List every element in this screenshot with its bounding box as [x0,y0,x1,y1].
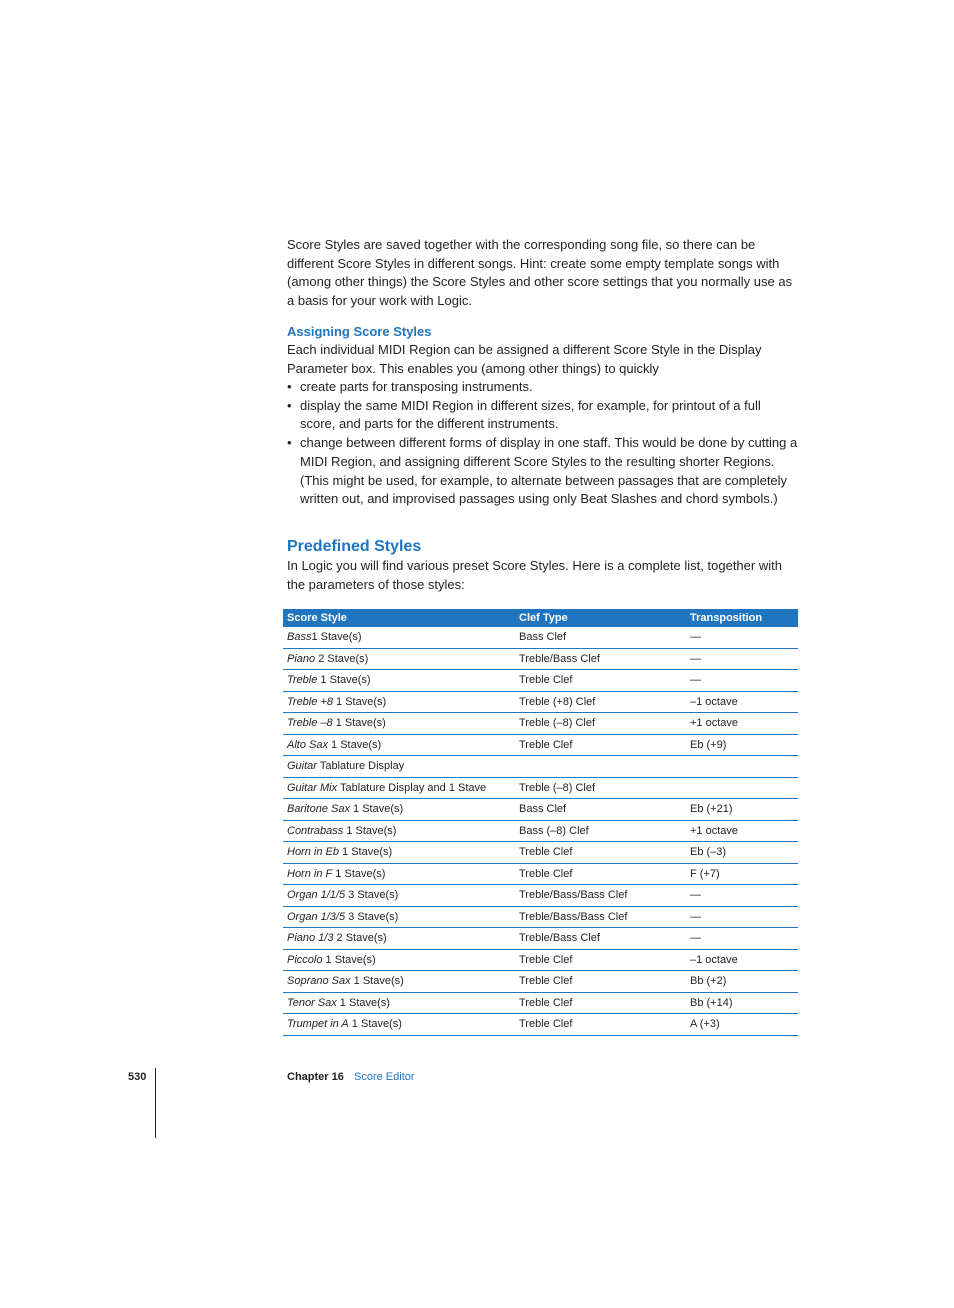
footer-divider [155,1068,156,1138]
table-row [283,885,798,907]
stave-description: 1 Stave(s) [350,975,404,988]
table-row [283,627,798,648]
table-row [283,1014,798,1036]
table-row [283,670,798,692]
assigning-paragraph: Each individual MIDI Region can be assigned a different Score Style in the Display Parameter box. This enables you (among other things) to quickly [287,342,762,376]
table-row [283,756,798,778]
cell-score-style [283,885,515,907]
cell-score-style [283,1014,515,1036]
style-name: Guitar Mix [287,781,338,794]
style-name: Guitar [287,760,317,773]
stave-description: 3 Stave(s) [345,910,399,923]
cell-clef-type: Treble Clef [515,992,686,1014]
chapter-label: Chapter 16 [287,1071,344,1083]
cell-score-style [283,648,515,670]
cell-transposition: — [686,670,798,692]
stave-description: 1 Stave(s) [343,824,397,837]
stave-description: 1 Stave(s) [327,738,382,751]
style-name: Horn in F [287,867,333,880]
cell-transposition: +1 octave [686,820,798,842]
cell-score-style [283,928,515,950]
cell-transposition: Eb (+21) [686,799,798,821]
style-name: Soprano Sax [287,975,351,988]
cell-score-style [283,906,515,928]
cell-clef-type: Treble/Bass/Bass Clef [515,885,686,907]
stave-description: 1 Stave(s) [348,1018,402,1031]
stave-description: Tablature Display [316,760,405,773]
style-name: Horn in Eb [287,846,339,859]
predefined-styles-heading: Predefined Styles [287,538,422,555]
cell-clef-type: Treble (–8) Clef [515,713,686,735]
cell-clef-type: Treble Clef [515,1014,686,1036]
cell-score-style [283,713,515,735]
predefined-paragraph: In Logic you will find various preset Score Styles. Here is a complete list, together with the parameters of those styles: [287,558,782,592]
table-row [283,734,798,756]
stave-description: 1 Stave(s) [322,953,376,966]
cell-score-style [283,971,515,993]
bullet-item: • create parts for transposing instruments. [287,378,799,397]
cell-score-style [283,842,515,864]
cell-clef-type: Treble (+8) Clef [515,691,686,713]
cell-transposition: — [686,906,798,928]
table-row [283,906,798,928]
cell-transposition: — [686,928,798,950]
style-name: Treble [287,674,318,687]
style-name: Piano [287,652,316,665]
cell-clef-type: Treble Clef [515,863,686,885]
stave-description: 1 Stave(s) [349,803,404,816]
cell-clef-type: Treble Clef [515,971,686,993]
header-transposition: Transposition [686,609,798,627]
cell-transposition: Eb (+9) [686,734,798,756]
cell-clef-type: Bass (–8) Clef [515,820,686,842]
cell-transposition: Eb (–3) [686,842,798,864]
stave-description: 1 Stave(s) [338,846,393,859]
table-row [283,949,798,971]
assigning-bullet-list [287,378,799,509]
cell-score-style [283,949,515,971]
cell-clef-type: Treble (–8) Clef [515,777,686,799]
cell-clef-type: Bass Clef [515,627,686,648]
style-name: Bass [287,631,312,644]
cell-clef-type: Treble/Bass/Bass Clef [515,906,686,928]
cell-score-style [283,734,515,756]
cell-clef-type [515,756,686,778]
cell-transposition: Bb (+2) [686,971,798,993]
intro-paragraph: Score Styles are saved together with the corresponding song file, so there can be different Score Styles in different songs. Hint: create some empty template songs with (among other things) the Score Styles and other score settings that you normally use as a basis for your work with Logic. [287,237,793,309]
cell-transposition [686,777,798,799]
cell-clef-type: Treble Clef [515,842,686,864]
style-name: Alto Sax [287,738,328,751]
cell-score-style [283,756,515,778]
stave-description: 2 Stave(s) [315,652,369,665]
table-row [283,992,798,1014]
score-styles-table [283,609,798,1036]
cell-transposition: A (+3) [686,1014,798,1036]
chapter-title: Score Editor [354,1071,415,1083]
cell-score-style [283,799,515,821]
cell-clef-type: Bass Clef [515,799,686,821]
cell-score-style [283,863,515,885]
table-row [283,820,798,842]
style-name: Treble –8 [287,717,333,730]
style-name: Organ 1/3/5 [287,910,346,923]
cell-transposition: +1 octave [686,713,798,735]
cell-score-style [283,777,515,799]
table-row [283,971,798,993]
cell-transposition: –1 octave [686,949,798,971]
cell-transposition: F (+7) [686,863,798,885]
cell-clef-type: Treble Clef [515,949,686,971]
stave-description: 1 Stave(s) [332,695,387,708]
stave-description: 1 Stave(s) [332,867,386,880]
stave-description: 1 Stave(s) [336,996,390,1009]
header-score-style: Score Style [283,609,515,627]
cell-score-style [283,992,515,1014]
table-row [283,777,798,799]
style-name: Baritone Sax [287,803,350,816]
cell-clef-type: Treble Clef [515,670,686,692]
style-name: Piccolo [287,953,323,966]
style-name: Organ 1/1/5 [287,889,346,902]
cell-clef-type: Treble/Bass Clef [515,648,686,670]
cell-transposition [686,756,798,778]
cell-clef-type: Treble Clef [515,734,686,756]
stave-description: 1 Stave(s) [332,717,386,730]
cell-transposition: — [686,627,798,648]
table-row [283,863,798,885]
table-row [283,842,798,864]
table-row [283,691,798,713]
style-name: Treble +8 [287,695,333,708]
bullet-item: • display the same MIDI Region in different sizes, for example, for printout of a full score, and parts for the different instruments. [287,397,799,434]
table-row [283,928,798,950]
stave-description: 2 Stave(s) [333,932,387,945]
cell-transposition: — [686,885,798,907]
cell-transposition: — [686,648,798,670]
stave-description: 1 Stave(s) [311,631,362,644]
stave-description: 1 Stave(s) [317,674,371,687]
stave-description: 3 Stave(s) [345,889,399,902]
assigning-score-styles-heading: Assigning Score Styles [287,324,432,339]
style-name: Contrabass [287,824,344,837]
cell-score-style [283,820,515,842]
style-name: Piano 1/3 [287,932,334,945]
header-clef-type: Clef Type [515,609,686,627]
table-row [283,799,798,821]
bullet-item: • change between different forms of display in one staff. This would be done by cutting a MIDI Region, and assigning different Score Styles to the resulting shorter Regions. (This might be used, for example, to alternate between passages that are completely written out, and improvised passages using only Beat Slashes and chord symbols.) [287,434,799,509]
style-name: Tenor Sax [287,996,337,1009]
table-row [283,713,798,735]
style-name: Trumpet in A [287,1018,349,1031]
cell-transposition: –1 octave [686,691,798,713]
cell-score-style [283,627,515,648]
table-body [283,627,798,1035]
cell-score-style [283,691,515,713]
table-row [283,648,798,670]
stave-description: Tablature Display and 1 Stave [337,781,487,794]
cell-clef-type: Treble/Bass Clef [515,928,686,950]
cell-transposition: Bb (+14) [686,992,798,1014]
table-header-row [283,609,798,627]
page-number: 530 [128,1071,147,1083]
cell-score-style [283,670,515,692]
